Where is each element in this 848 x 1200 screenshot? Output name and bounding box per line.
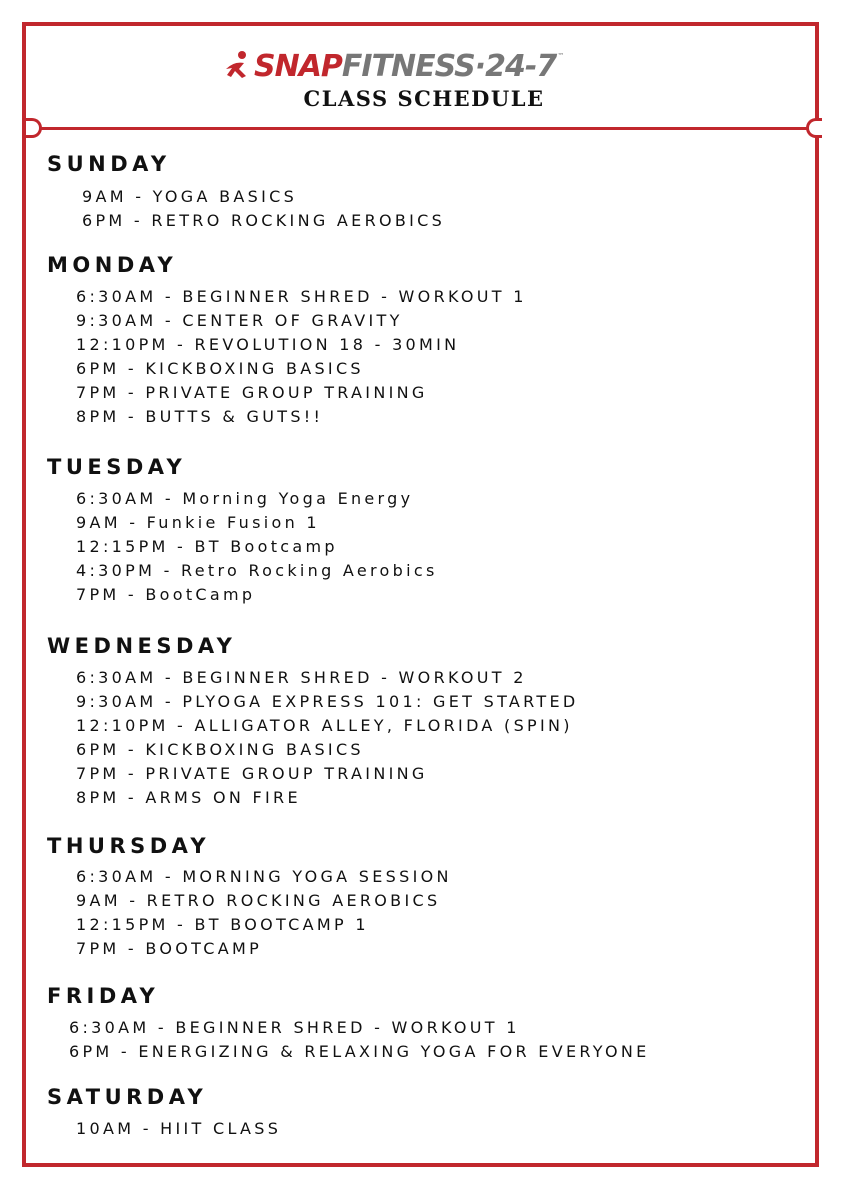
class-entry: 9AM - YOGA BASICS	[82, 187, 298, 206]
snap-fitness-logo	[222, 46, 564, 86]
class-entry: 6PM - KICKBOXING BASICS	[76, 359, 364, 378]
page-title: CLASS SCHEDULE	[303, 86, 545, 111]
class-entry: 6:30AM - BEGINNER SHRED - WORKOUT 1	[76, 287, 527, 306]
class-entry: 4:30PM - Retro Rocking Aerobics	[76, 561, 438, 580]
day-heading-saturday: SATURDAY	[47, 1085, 208, 1109]
trademark-symbol: ™	[557, 52, 565, 60]
class-entry: 7PM - PRIVATE GROUP TRAINING	[76, 764, 428, 783]
class-entry: 6PM - KICKBOXING BASICS	[76, 740, 364, 759]
class-entry: 7PM - PRIVATE GROUP TRAINING	[76, 383, 428, 402]
class-entry: 6:30AM - Morning Yoga Energy	[76, 489, 414, 508]
class-entry: 8PM - BUTTS & GUTS!!	[76, 407, 324, 426]
day-heading-friday: FRIDAY	[47, 984, 160, 1008]
day-heading-sunday: SUNDAY	[47, 152, 171, 176]
class-entry: 12:10PM - REVOLUTION 18 - 30MIN	[76, 335, 460, 354]
class-entry: 9AM - Funkie Fusion 1	[76, 513, 320, 532]
header-divider	[34, 127, 814, 130]
class-entry: 9:30AM - PLYOGA EXPRESS 101: GET STARTED	[76, 692, 579, 711]
class-entry: 8PM - ARMS ON FIRE	[76, 788, 301, 807]
class-entry: 12:15PM - BT BOOTCAMP 1	[76, 915, 369, 934]
divider-right-notch	[806, 118, 822, 138]
class-entry: 6:30AM - BEGINNER SHRED - WORKOUT 1	[69, 1018, 520, 1037]
day-heading-thursday: THURSDAY	[47, 834, 211, 858]
class-entry: 6PM - ENERGIZING & RELAXING YOGA FOR EVERYONE	[69, 1042, 650, 1061]
class-entry: 12:10PM - ALLIGATOR ALLEY, FLORIDA (SPIN)	[76, 716, 573, 735]
class-entry: 9AM - RETRO ROCKING AEROBICS	[76, 891, 441, 910]
running-figure-icon	[222, 49, 252, 83]
class-entry: 6:30AM - MORNING YOGA SESSION	[76, 867, 452, 886]
logo-wordmark-snap: SNAP	[254, 48, 342, 84]
class-entry: 7PM - BOOTCAMP	[76, 939, 263, 958]
class-entry: 12:15PM - BT Bootcamp	[76, 537, 338, 556]
day-heading-monday: MONDAY	[47, 253, 178, 277]
logo-wordmark-fitness: FITNESS·24-7	[341, 48, 557, 84]
day-heading-wednesday: WEDNESDAY	[47, 634, 237, 658]
class-entry: 10AM - HIIT CLASS	[76, 1119, 282, 1138]
class-entry: 6:30AM - BEGINNER SHRED - WORKOUT 2	[76, 668, 527, 687]
class-entry: 9:30AM - CENTER OF GRAVITY	[76, 311, 403, 330]
class-entry: 7PM - BootCamp	[76, 585, 256, 604]
class-entry: 6PM - RETRO ROCKING AEROBICS	[82, 211, 446, 230]
day-heading-tuesday: TUESDAY	[47, 455, 187, 479]
